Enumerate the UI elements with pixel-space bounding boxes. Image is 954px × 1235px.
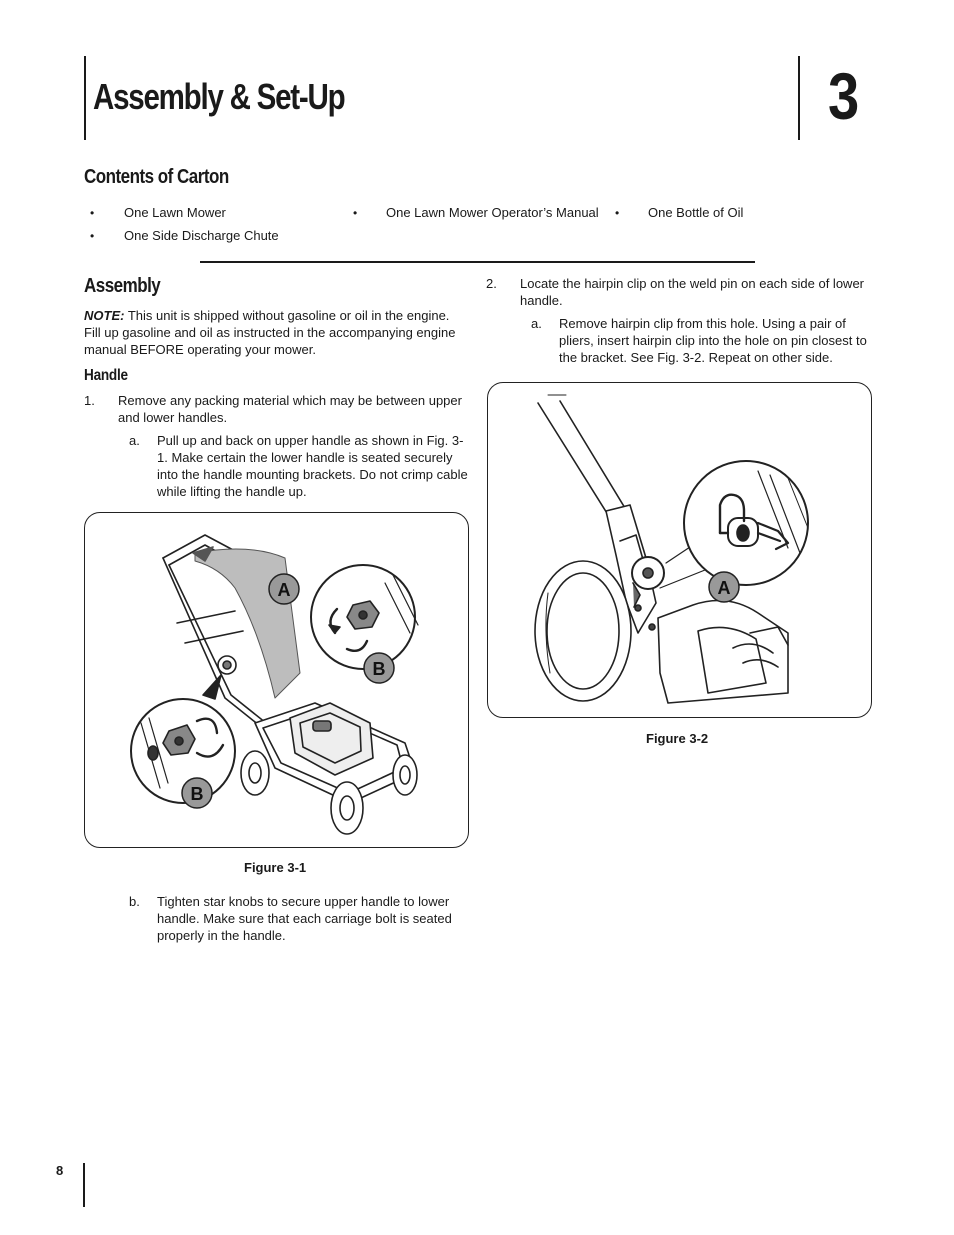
figure-3-1-illustration <box>85 513 468 847</box>
bullet-marker: • <box>353 206 358 220</box>
contents-item-mower: One Lawn Mower <box>124 205 226 220</box>
step2a-text: Remove hairpin clip from this hole. Using a pair of pliers, insert hairpin clip into the hole on pin closest to the bracket. See Fig. 3-2. Repeat on other side. <box>559 316 867 365</box>
step1a-text: Pull up and back on upper handle as shown in Fig. 3-1. Make certain the lower handle is seated securely into the handle mounting brackets. Do not crimp cable while lifting the handle up. <box>157 433 468 499</box>
header-right-rule <box>798 56 800 140</box>
contents-heading: Contents of Carton <box>84 166 229 188</box>
step1b-text: Tighten star knobs to secure upper handle to lower handle. Make sure that each carriage bolt is seated properly in the handle. <box>157 894 452 943</box>
chapter-number: 3 <box>828 59 860 133</box>
figure-3-2-caption: Figure 3-2 <box>646 731 709 746</box>
bullet-marker: • <box>615 206 620 220</box>
page-number: 8 <box>56 1163 64 1178</box>
footer-rule <box>83 1163 85 1207</box>
callout-b-upper <box>364 653 394 683</box>
section-divider <box>200 261 755 263</box>
bullet-marker: • <box>90 229 95 243</box>
figure-3-1-caption: Figure 3-1 <box>244 860 307 875</box>
figure-3-1 <box>84 512 469 848</box>
callout-a-label: A <box>717 578 731 598</box>
callout-a-label: A <box>277 580 291 600</box>
callout-b-lower <box>182 778 212 808</box>
chapter-title: Assembly & Set-Up <box>93 76 345 117</box>
assembly-note <box>84 307 468 358</box>
step1a-label: a. <box>129 433 140 448</box>
contents-item-manual: One Lawn Mower Operator’s Manual <box>386 205 599 220</box>
step2-text: Locate the hairpin clip on the weld pin on each side of lower handle. <box>520 276 864 308</box>
callout-a <box>709 572 739 602</box>
bullet-marker: • <box>90 206 95 220</box>
callout-b-upper-label: B <box>372 659 386 679</box>
assembly-heading: Assembly <box>84 275 161 297</box>
step2-number: 2. <box>486 276 497 291</box>
handle-heading: Handle <box>84 367 128 384</box>
figure-3-2-illustration <box>488 383 871 717</box>
callout-b-lower-label: B <box>190 784 204 804</box>
step1-number: 1. <box>84 393 95 408</box>
figure-3-2 <box>487 382 872 718</box>
step2a-label: a. <box>531 316 542 331</box>
step1-text: Remove any packing material which may be between upper and lower handles. <box>118 393 462 425</box>
note-text: This unit is shipped without gasoline or oil in the engine. Fill up gasoline and oil as instructed in the accompanying engine manual BEFORE operating your mower. <box>84 308 456 357</box>
callout-a <box>269 574 299 604</box>
contents-item-chute: One Side Discharge Chute <box>124 228 279 243</box>
note-label: NOTE: <box>84 308 125 323</box>
step1b-label: b. <box>129 894 140 909</box>
header-left-rule <box>84 56 86 140</box>
contents-item-oil: One Bottle of Oil <box>648 205 744 220</box>
